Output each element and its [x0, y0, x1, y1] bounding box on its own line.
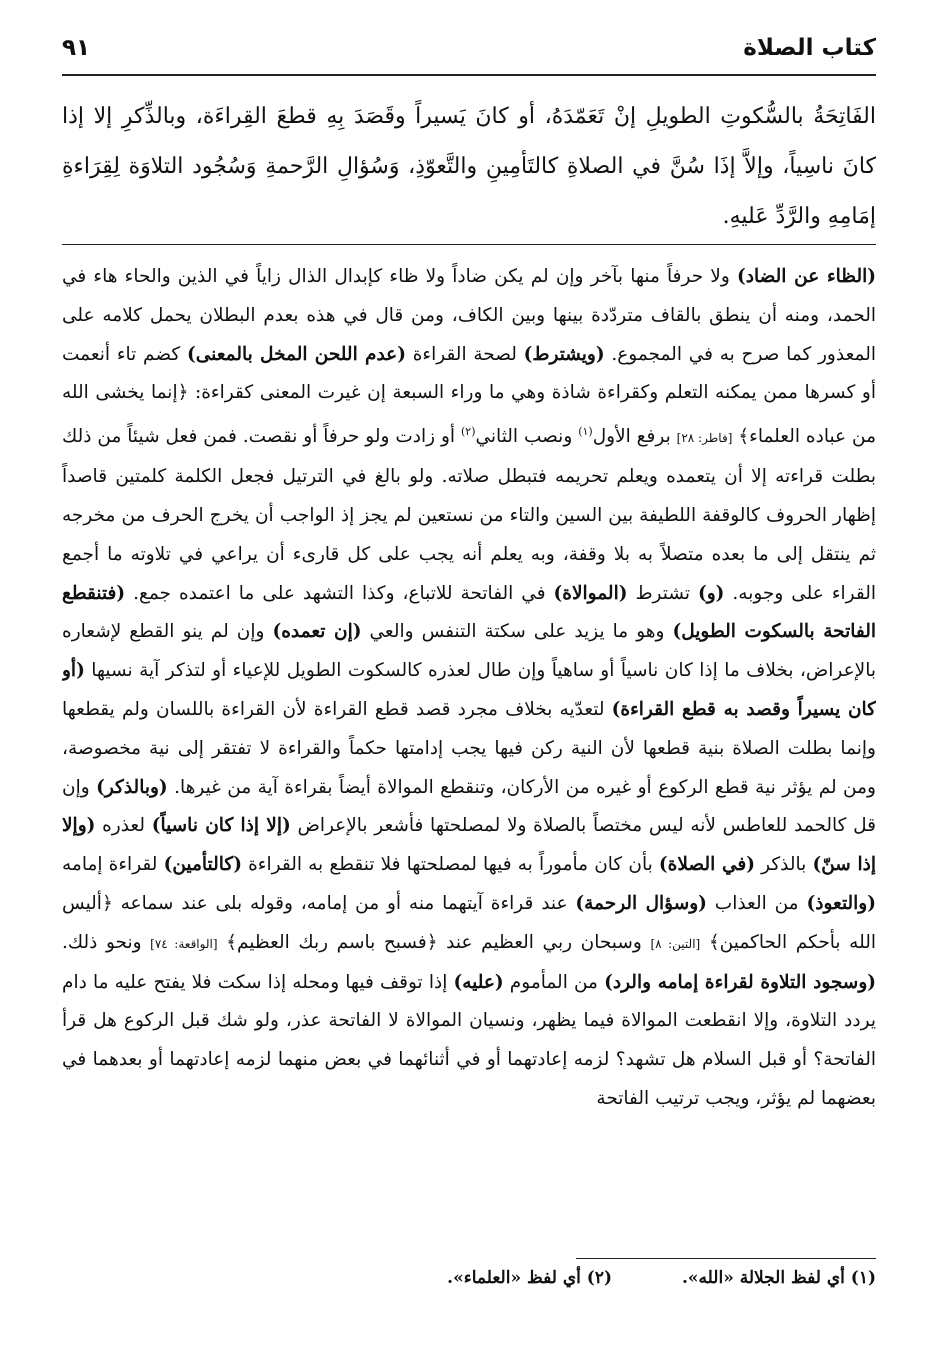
footnotes	[200, 1268, 876, 1300]
bold-lemma: (إلا إذا كان ناسياً)	[151, 815, 291, 837]
footnote-marker: (١)	[578, 425, 593, 439]
commentary-text: إذا توقف فيها ومحله إذا سكت فلا يفتح عليه ما دام يردد التلاوة، وإلا انقطعت الموالاة فيما يظهر، ونسيان الموالاة لا الفاتحة عذر، ولو شك قبل الركوع هل قرأ الفاتحة؟ أو قبل السلام هل تشهد؟ لزمه إعادتهما أو في أثنائهما في بعض منهما لزمه إعادتهما أو بعدهما في بعضهما لم يؤثر، ويجب ترتيب الفاتحة	[62, 971, 876, 1109]
commentary-text: وإن قل كالحمد للعاطس لأنه ليس مختصاً بالصلاة ولا لمصلحتها فأشعر بالإعراض	[62, 776, 876, 837]
commentary-text: ونصب الثاني	[475, 426, 579, 448]
header-divider	[62, 74, 876, 76]
commentary-text: في الفاتحة للاتباع، وكذا التشهد على ما اعتمده جمع.	[125, 582, 554, 604]
footnote-2: (٢) أي لفظ «العلماء».	[447, 1268, 613, 1288]
bold-lemma: (و)	[697, 582, 725, 604]
bold-lemma: (وإلا إذا سنّ)	[62, 815, 876, 876]
page-number: ٩١	[62, 35, 91, 61]
quran-reference: [التين: ٨]	[650, 936, 701, 951]
main-text-block	[62, 92, 876, 242]
book-title: كتاب الصلاة	[743, 35, 876, 61]
commentary-text: أو زادت ولو حرفاً أو نقصت. فمن فعل شيئاً من ذلك بطلت قراءته إلا أن يتعمده ويعلم تحريمه فتبطل صلاته. ولو بالغ في الترتيل فجعل الكلمة كلمتين قاصداً إظهار الحروف كالوقفة اللطيفة بين السين والتاء من نستعين لم يجز إذ الواجب أن يخرج الحرف من مخرجه ثم ينتقل إلى ما بعده متصلاً به بلا وقفة، وبه يعلم أنه يجب على كل قارىء أن يراعي في تلاوته ما أجمع القراء على وجوبه.	[62, 426, 876, 604]
commentary-paragraph	[62, 258, 876, 1119]
bold-lemma: (في الصلاة)	[658, 854, 755, 876]
bold-lemma: (فتنقطع الفاتحة بالسكوت الطويل)	[62, 582, 876, 643]
commentary-text: من العذاب	[706, 892, 807, 914]
commentary-text: برفع الأول	[592, 426, 677, 448]
commentary-text: لعذره	[95, 815, 152, 837]
main-text-paragraph: الفَاتِحَةُ بالسُّكوتِ الطويلِ إنْ تَعَمّدَهُ، أو كانَ يَسيراً وقَصَدَ بِهِ قطعَ القِراءَة، وبالذِّكرِ إلا إذا كانَ ناسِياً، وإلاَّ إذَا سُنَّ في الصلاةِ كالتَأمِينِ والتَّعوّذِ، وَسُؤالِ الرَّحمةِ وَسُجُود التلاوَة لِقِرَاءةِ إمَامِهِ والرَّدِّ عَليهِ.	[62, 104, 876, 229]
footnote-marker: (٢)	[460, 425, 476, 439]
page-header	[62, 28, 876, 68]
bold-lemma: (الموالاة)	[553, 582, 628, 604]
commentary-text: وسبحان ربي العظيم عند ﴿فسبح باسم ربك العظيم﴾	[217, 931, 651, 953]
bold-lemma: (عدم اللحن المخل بالمعنى)	[186, 343, 406, 365]
commentary-text: من المأموم	[503, 971, 605, 993]
commentary-text: لصحة القراءة	[405, 343, 524, 365]
commentary-text: ونحو ذلك.	[62, 931, 151, 953]
commentary-text: كضم تاء أنعمت أو كسرها ممن يمكنه التعلم وكقراءة شاذة وهي ما وراء السبعة إن غيرت المعنى كقراءة: ﴿إنما يخشى الله من عباده العلماء﴾	[62, 343, 876, 448]
footnote-1: (١) أي لفظ الجلالة «الله».	[682, 1268, 876, 1288]
bold-lemma: (أو كان يسيراً وقصد به قطع القراءة)	[62, 660, 876, 720]
bold-lemma: (ويشترط)	[523, 343, 605, 365]
commentary-text: ولا حرفاً منها بآخر وإن لم يكن ضاداً ولا ظاء كإبدال الذال زاياً في الذين والحاء هاء في الحمد، ومنه أن ينطق بالقاف متردّدة بينها وبين الكاف، ومن قال في هذه بعدم البطلان يحمل كلامه على المعذور كما صرح به في المجموع.	[62, 266, 876, 365]
bold-lemma: (وسجود التلاوة لقراءة إمامه والرد)	[604, 971, 876, 993]
bold-lemma: (وسؤال الرحمة)	[575, 892, 707, 914]
quran-reference: [الواقعة: ٧٤]	[150, 936, 218, 951]
bold-lemma: (والتعوذ)	[806, 892, 876, 914]
commentary-text: لتعدّيه بخلاف مجرد قصد قطع القراءة لأن القراءة باللسان ولم يقطعها وإنما بطلت الصلاة بنية قطعها لأن النية ركن فيها يجب إدامتها حكماً والقراءة لا تفتقر إلى نية مخصوصة، ومن لم يؤثر نية قطع الركوع أو غيره من الأركان، وتنقطع الموالاة أيضاً بقراءة آية من غيرها.	[62, 698, 876, 798]
commentary-block	[62, 258, 876, 1258]
bold-lemma: (إن تعمده)	[272, 621, 362, 643]
commentary-text: بالذكر	[754, 854, 813, 876]
bold-lemma: (عليه)	[453, 971, 504, 993]
commentary-text: بأن كان مأموراً به فيها لمصلحتها فلا تنقطع به القراءة	[241, 854, 659, 876]
bold-lemma: (كالتأمين)	[163, 854, 242, 876]
bold-lemma: (الظاء عن الضاد)	[736, 266, 876, 287]
bold-lemma: (وبالذكر)	[96, 776, 168, 798]
commentary-text: وإن لم ينو القطع لإشعاره بالإعراض، بخلاف ما إذا كان ناسياً أو ساهياً وإن طال لعذره كالسكوت الطويل للإعياء أو لتذكر آية نسيها	[62, 621, 876, 682]
commentary-divider	[62, 244, 876, 245]
commentary-text: عند قراءة آيتهما منه أو من إمامه، وقوله بلى عند سماعه ﴿أليس الله بأحكم الحاكمين﴾	[62, 892, 876, 953]
commentary-text: تشترط	[627, 582, 698, 604]
commentary-text: وهو ما يزيد على سكتة التنفس والعي	[361, 621, 673, 643]
quran-reference: [فاطر: ٢٨]	[676, 431, 733, 446]
footnote-divider	[576, 1258, 876, 1259]
commentary-text: لقراءة إمامه	[62, 854, 164, 876]
